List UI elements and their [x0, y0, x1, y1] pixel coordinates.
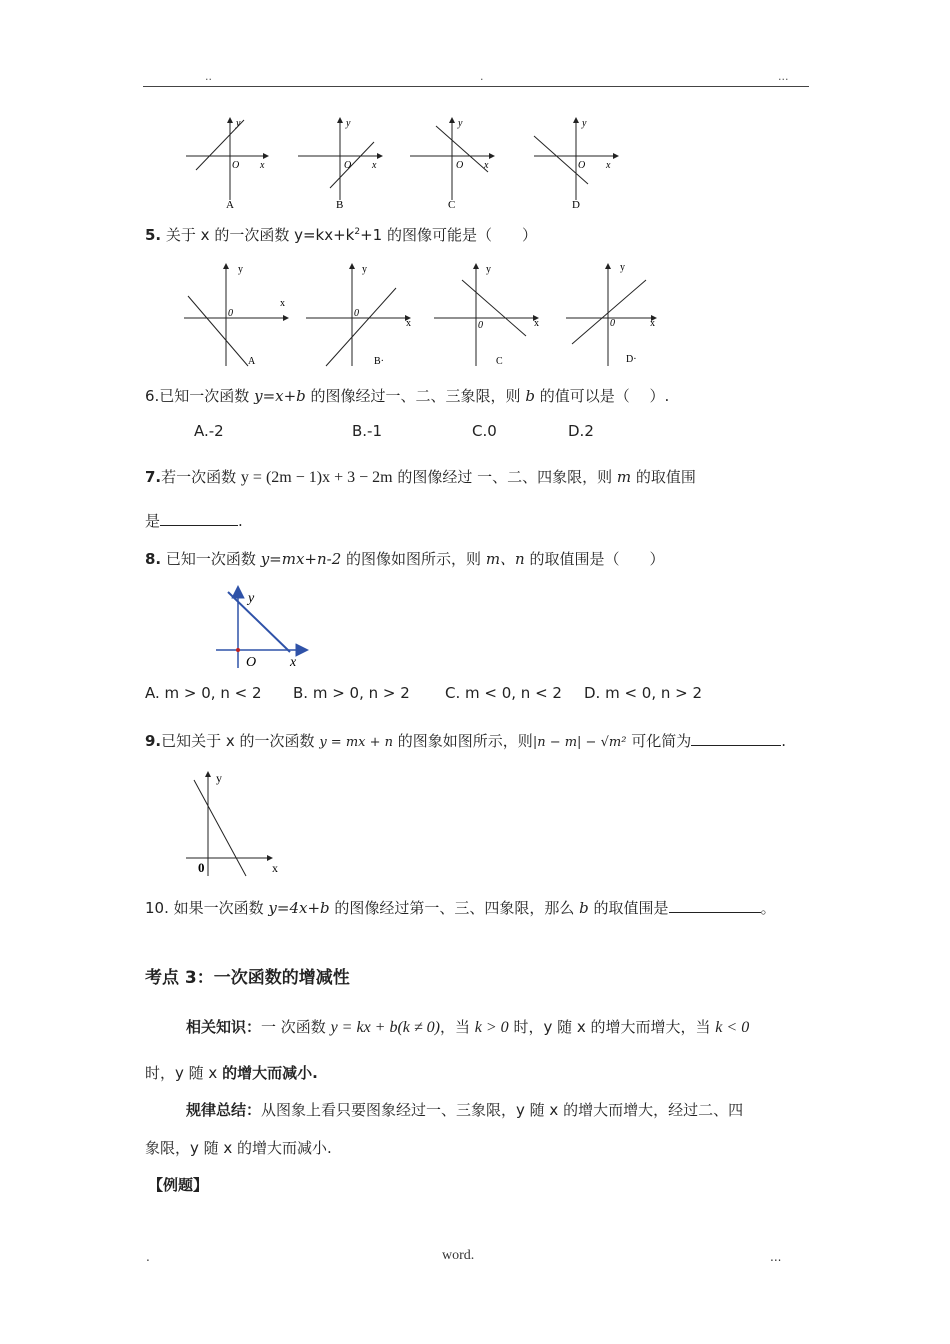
question-8-text-a: 已知一次函数	[161, 550, 261, 568]
question-7-expr: y = (2m − 1)x + 3 − 2m	[240, 469, 393, 486]
question-8-number: 8.	[145, 550, 162, 568]
question-9-end: .	[781, 732, 786, 750]
q5-graph-a-label: A	[248, 356, 256, 367]
question-8	[145, 548, 664, 569]
question-7-text-c: 的取值围	[631, 468, 696, 486]
section-3-summary-text: 从图象上看只要图象经过一、三象限，y 随 x 的增大而增大，经过二、四	[261, 1101, 744, 1119]
q5-graph-d	[566, 262, 656, 366]
section-3-knowledge	[186, 1016, 749, 1037]
question-6-text-a: 6.已知一次函数	[145, 387, 255, 405]
top-graph-d-label: D	[572, 199, 580, 211]
question-8-text-c: 的取值围是（ ）	[524, 550, 665, 568]
question-5-text-b: +1 的图像可能是（ ）	[360, 226, 537, 244]
question-9-text-b: 的图象如图所示，则	[393, 732, 533, 750]
question-5-number: 5.	[145, 226, 162, 244]
question-7-var: m	[616, 468, 632, 486]
section-3-knowledge-line2-a: 时，y 随 x	[145, 1064, 223, 1082]
q5-graph-a	[184, 264, 288, 367]
footer-center-text: word.	[442, 1248, 475, 1263]
section-3-knowledge-text-c: 时，y 随 x 的增大而增大，当	[508, 1018, 716, 1036]
question-8-graph	[210, 582, 314, 672]
top-graph-b	[298, 118, 382, 211]
header-center-dot: .	[480, 70, 484, 83]
question-7-answer-blank[interactable]	[160, 511, 238, 526]
q5-graph-set	[180, 258, 670, 370]
question-10-text-b: 的图像经过第一、三、四象限，那么	[329, 899, 580, 917]
question-7-text-a: 若一次函数	[161, 468, 241, 486]
question-10-answer-blank[interactable]	[669, 898, 761, 913]
question-8-option-d: D. m < 0, n > 2	[584, 684, 703, 702]
question-8-x-label: x	[290, 655, 297, 670]
q5-graph-a-x-label: x	[280, 298, 285, 309]
header-right-dots: ...	[778, 70, 789, 83]
question-6-text-c: 的值可以是（ ）.	[534, 387, 670, 405]
q5-graph-c-y-label: y	[486, 264, 491, 275]
question-8-origin-dot	[236, 648, 240, 652]
top-graph-a	[186, 118, 268, 211]
question-7-line2-end: .	[238, 512, 243, 530]
q5-graph-d-origin: 0	[610, 318, 615, 329]
top-graph-d-origin: O	[578, 160, 586, 171]
top-graph-b-label: B	[336, 199, 344, 211]
question-6-var: b	[525, 387, 535, 405]
q5-graph-c-origin: 0	[478, 320, 483, 331]
question-9-number: 9.	[145, 732, 162, 750]
section-3-summary-line2: 象限，y 随 x 的增大而减小.	[145, 1139, 332, 1157]
question-9-expr: y = mx + n	[319, 735, 394, 750]
top-graph-a-origin: O	[232, 160, 240, 171]
top-graph-d-y-label: y	[582, 118, 587, 129]
section-3-knowledge-cond2: k < 0	[715, 1019, 750, 1036]
top-graph-a-y-label: y	[236, 118, 241, 129]
question-8-option-a: A. m > 0, n < 2	[145, 684, 262, 702]
q5-graph-b-label: B·	[374, 356, 384, 367]
section-3-example-heading: 【例题】	[148, 1176, 209, 1194]
section-3-summary-label: 规律总结：	[186, 1101, 262, 1119]
header-rule	[143, 86, 809, 87]
section-3-knowledge-label: 相关知识：	[186, 1018, 262, 1036]
top-graph-a-x-label: x	[260, 160, 265, 171]
top-graph-c-y-label: y	[458, 118, 463, 129]
question-5-superscript: 2	[354, 227, 361, 237]
top-graph-b-x-label: x	[372, 160, 377, 171]
footer-right-dots: ...	[770, 1250, 782, 1264]
question-9-text-c: 可化简为	[626, 732, 692, 750]
top-graph-c-label: C	[448, 199, 456, 211]
top-graph-b-origin: O	[344, 160, 352, 171]
top-graph-a-label: A	[226, 199, 234, 211]
top-graph-c-origin: O	[456, 160, 464, 171]
question-10-end: 。	[760, 899, 776, 917]
q5-graph-d-x-label: x	[650, 318, 655, 329]
top-graph-set	[180, 112, 630, 212]
question-10-var: b	[579, 899, 589, 917]
question-10-text-c: 的取值围是	[588, 899, 669, 917]
section-3-knowledge-line2-b: 的增大而减小.	[222, 1064, 318, 1082]
section-3-knowledge-line2	[145, 1062, 318, 1083]
question-8-origin: O	[246, 655, 257, 670]
section-3-knowledge-text-a: 一 次函数	[261, 1018, 331, 1036]
section-3-knowledge-text-b: ，当	[440, 1018, 475, 1036]
q5-graph-c-x-label: x	[534, 318, 539, 329]
question-8-text-b: 的图像如图所示，则	[341, 550, 486, 568]
question-7-text-b: 的图像经过 一、二、四象限，则	[392, 468, 617, 486]
question-8-y-label: y	[248, 591, 255, 606]
question-9-y-label: y	[216, 771, 222, 785]
question-8-option-b: B. m > 0, n > 2	[293, 684, 410, 702]
q5-graph-a-origin: 0	[228, 308, 233, 319]
question-6-option-c: C.0	[472, 422, 497, 440]
q5-graph-b-y-label: y	[362, 264, 367, 275]
question-9-graph	[180, 766, 290, 878]
header-left-dots: ..	[205, 70, 212, 83]
question-6-text-b: 的图像经过一、二、三象限，则	[305, 387, 526, 405]
question-9-origin: 0	[198, 860, 205, 875]
q5-graph-b-x-label: x	[406, 318, 411, 329]
section-3-title: 考点 3：一次函数的增减性	[145, 968, 350, 988]
question-10-text-a: 10. 如果一次函数	[145, 899, 269, 917]
question-10-expr: y=4x+b	[268, 899, 330, 917]
q5-graph-c-label: C	[496, 356, 503, 367]
question-5	[145, 224, 537, 245]
question-6-option-a: A.-2	[194, 422, 224, 440]
q5-graph-b	[306, 264, 411, 367]
question-6	[145, 385, 669, 406]
question-7-line2	[145, 510, 243, 531]
top-graph-d-x-label: x	[606, 160, 611, 171]
section-3-knowledge-expr: y = kx + b(k ≠ 0)	[330, 1019, 440, 1036]
question-10	[145, 897, 776, 918]
question-8-vars: m、n	[485, 550, 525, 568]
question-9-answer-blank[interactable]	[691, 731, 781, 746]
section-3-summary	[186, 1099, 743, 1120]
q5-graph-b-origin: 0	[354, 308, 359, 319]
q5-graph-a-y-label: y	[238, 264, 243, 275]
question-6-option-d: D.2	[568, 422, 594, 440]
question-8-option-c: C. m < 0, n < 2	[445, 684, 562, 702]
top-graph-c	[410, 118, 494, 211]
question-8-expr: y=mx+n-2	[260, 550, 342, 568]
top-graph-b-y-label: y	[346, 118, 351, 129]
question-5-text-a: 关于 x 的一次函数 y=kx+k	[161, 226, 355, 244]
question-9-expr2: |n − m| − √m²	[532, 735, 627, 750]
question-6-expr: y=x+b	[254, 387, 306, 405]
question-9-text-a: 已知关于 x 的一次函数	[161, 732, 320, 750]
question-9	[145, 730, 786, 751]
q5-graph-c	[434, 264, 539, 367]
question-7-number: 7.	[145, 468, 162, 486]
question-6-option-b: B.-1	[352, 422, 383, 440]
section-3-knowledge-cond1: k > 0	[474, 1019, 509, 1036]
top-graph-c-x-label: x	[484, 160, 489, 171]
question-7-line2-text: 是	[145, 512, 161, 530]
question-9-x-label: x	[272, 861, 278, 875]
top-graph-d	[534, 118, 618, 211]
q5-graph-d-label: D·	[626, 354, 637, 365]
footer-left-dot: .	[146, 1250, 150, 1264]
q5-graph-d-y-label: y	[620, 262, 625, 273]
question-7	[145, 466, 696, 487]
